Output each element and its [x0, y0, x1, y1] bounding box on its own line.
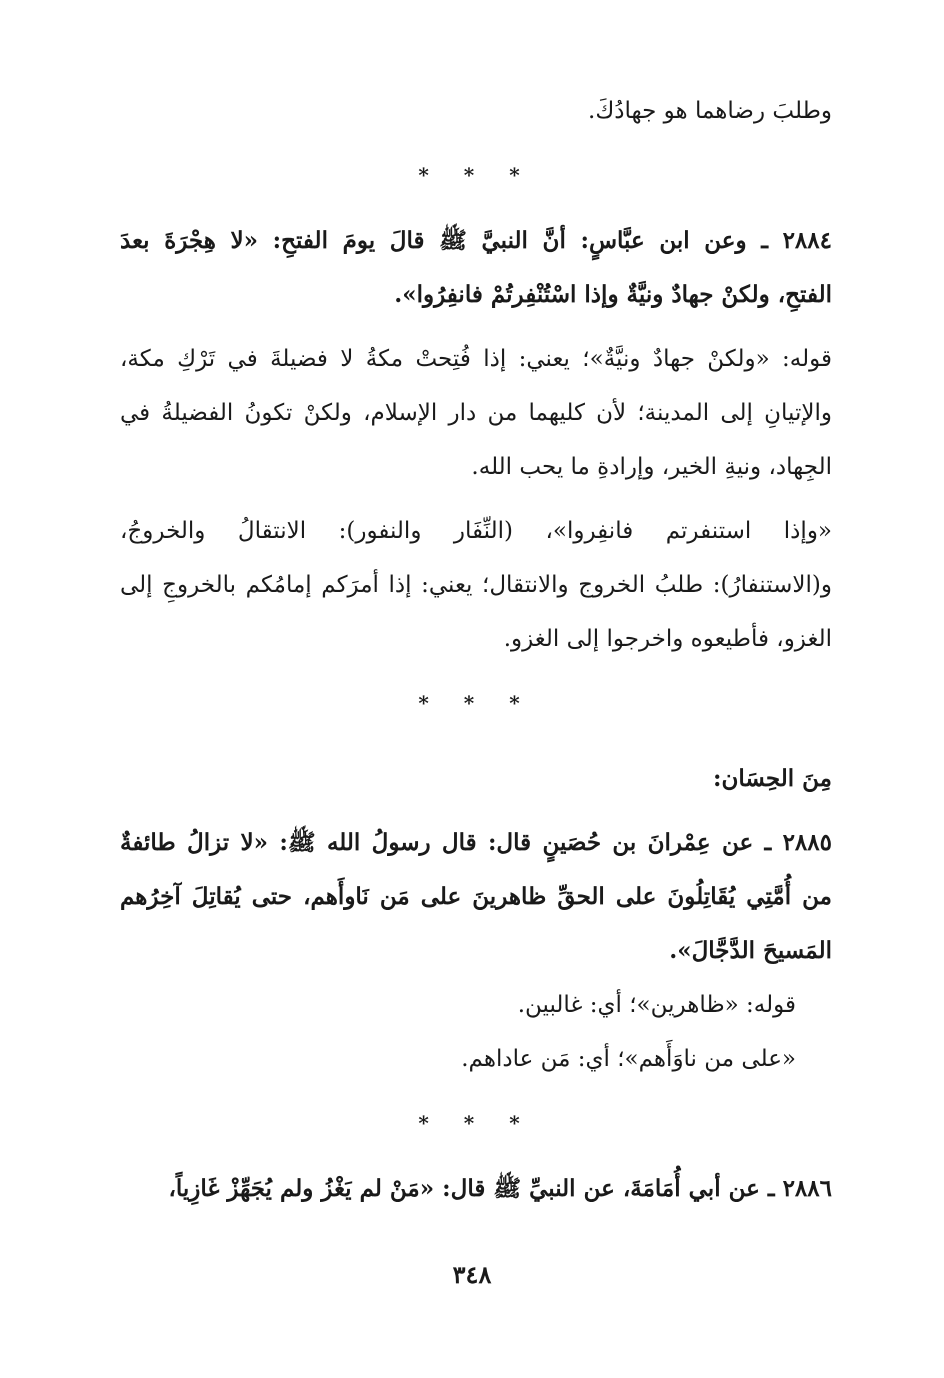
commentary-1-line-1: قوله: «ولكنْ جهادٌ ونيَّةٌ»؛ يعني: إذا فُتِحتْ مكةُ لا فضيلةَ في تَرْكِ مكة، [120, 346, 832, 372]
commentary-2 [120, 504, 832, 666]
commentary-2-line-3: الغزو، فأطيعوه واخرجوا إلى الغزو. [503, 626, 832, 652]
separator-1: * * * [418, 163, 534, 187]
hadith-2885-line-1: ٢٨٨٥ ـ عن عِمْرانَ بن حُصَينٍ قال: قال رسولُ الله ﷺ: «لا تزالُ طائفةٌ [120, 829, 832, 856]
intro-line: وطلبَ رضاهما هو جهادُكَ. [588, 98, 832, 124]
commentary-1-line-3: الجِهاد، ونيةِ الخير، وإرادةِ ما يحب الله. [471, 454, 832, 480]
hadith-2885 [120, 816, 832, 978]
commentary-1 [120, 332, 832, 494]
hadith-2885-line-3: المَسيحَ الدَّجَّالَ». [669, 937, 832, 964]
commentary-2-line-1: «وإذا استنفرتم فانفِروا»، (النِّفَار والنفور): الانتقالُ والخروجُ، [120, 518, 832, 544]
hadith-2884-line-2: الفتحِ، ولكنْ جهادٌ ونيَّةٌ وإذا اسْتُنْفِرتُمْ فانفِرُوا». [394, 281, 832, 308]
hadith-2884-line-1: ٢٨٨٤ ـ وعن ابن عبَّاسٍ: أنَّ النبيَّ ﷺ قالَ يومَ الفتحِ: «لا هِجْرَةَ بعدَ [120, 227, 832, 254]
separator-3: * * * [418, 1111, 534, 1135]
commentary-3 [120, 978, 832, 1086]
hadith-2885-line-2: من أُمَّتِي يُقَاتِلُونَ على الحقِّ ظاهرينَ على مَن نَاوأَهم، حتى يُقاتِلَ آخِرُهم [120, 883, 832, 910]
hadith-2886 [120, 1162, 832, 1216]
commentary-3-line-2: «على من ناوَأَهم»؛ أي: مَن عاداهم. [461, 1046, 796, 1072]
section-heading: مِنَ الحِسَان: [713, 765, 832, 792]
commentary-2-line-2: و(الاستنفارُ): طلبُ الخروج والانتقال؛ يعني: إذا أمرَكم إمامُكم بالخروجِ إلى [120, 572, 832, 598]
commentary-1-line-2: والإتيانِ إلى المدينة؛ لأن كليهما من دار الإسلام، ولكنْ تكونُ الفضيلةُ في [120, 400, 832, 426]
hadith-2884 [120, 214, 832, 322]
hadith-2886-line-1: ٢٨٨٦ ـ عن أبي أُمَامَةَ، عن النبيِّ ﷺ قال: «مَنْ لم يَغْزُ ولم يُجَهِّزْ غَازِياً، [168, 1175, 832, 1202]
page-number: ٣٤٨ [452, 1260, 492, 1289]
commentary-3-line-1: قوله: «ظاهرين»؛ أي: غالبين. [517, 992, 796, 1018]
separator-2: * * * [418, 691, 534, 715]
